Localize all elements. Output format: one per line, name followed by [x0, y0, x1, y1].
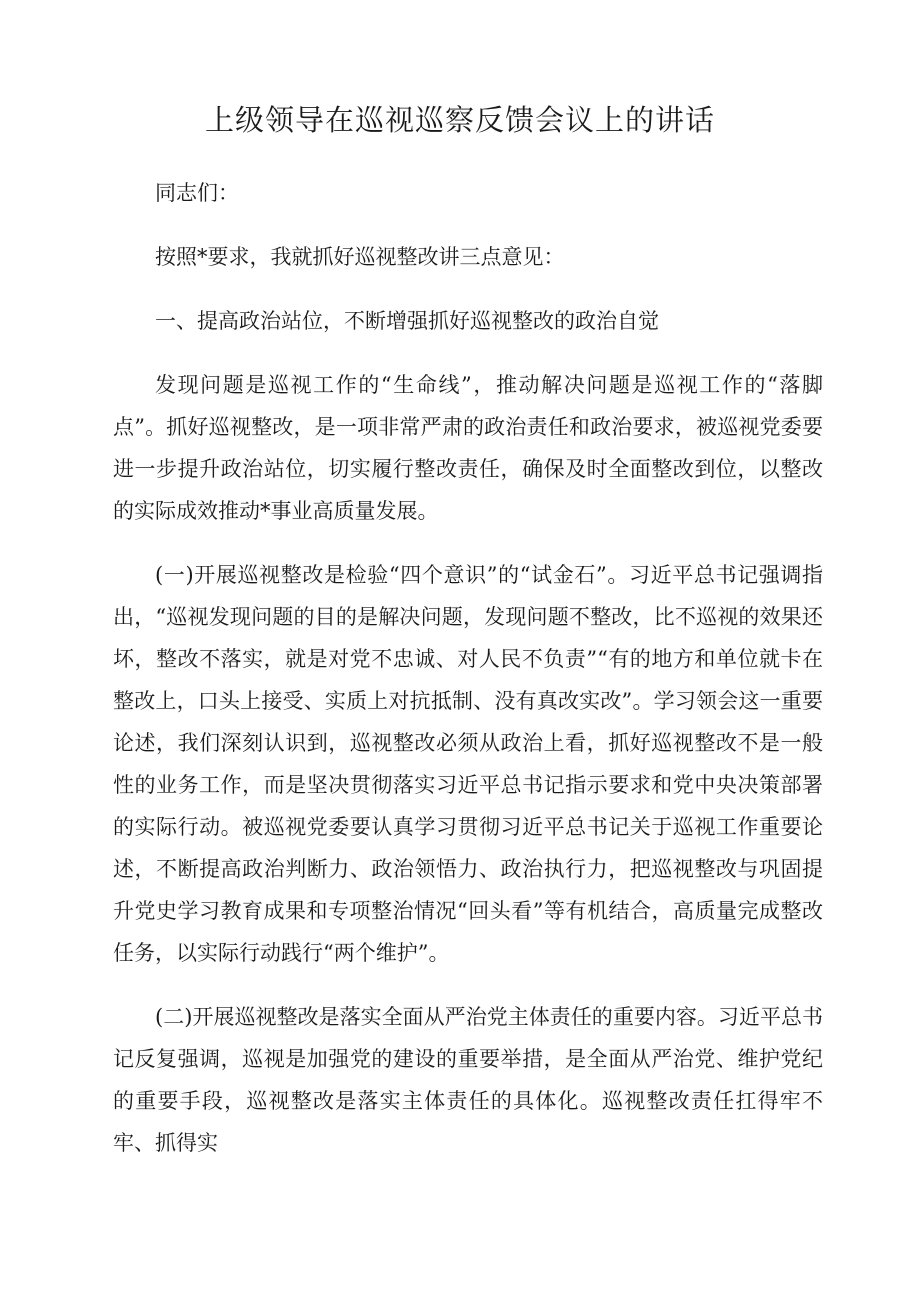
salutation-paragraph: 同志们： — [155, 181, 239, 205]
section-heading-1: 一、提高政治站位，不断增强抓好巡视整改的政治自觉 — [155, 309, 659, 333]
body-paragraph: 发现问题是巡视工作的“生命线”，推动解决问题是巡视工作的“落脚点”。抓好巡视整改，是一项非常严肃的政治责任和政治要求，被巡视党委要进一步提升政治站位，切实履行整改责任，确保及时全面整改到位，以整改的实际成效推动*事业高质量发展。 — [113, 373, 823, 523]
intro-paragraph: 按照*要求，我就抓好巡视整改讲三点意见： — [155, 245, 565, 269]
document-title: 上级领导在巡视巡察反馈会议上的讲话 — [204, 103, 715, 137]
body-paragraph: (二)开展巡视整改是落实全面从严治党主体责任的重要内容。习近平总书记反复强调，巡视是加强党的建设的重要举措，是全面从严治党、维护党纪的重要手段，巡视整改是落实主体责任的具体化。巡视整改责任扛得牢不牢、抓得实 — [113, 1005, 823, 1155]
document-body — [113, 172, 823, 1186]
body-paragraph: (一)开展巡视整改是检验“四个意识”的“试金石”。习近平总书记强调指出，“巡视发现问题的目的是解决问题，发现问题不整改，比不巡视的效果还坏，整改不落实，就是对党不忠诚、对人民不负责”“有的地方和单位就卡在整改上，口头上接受、实质上对抗抵制、没有真改实改”。学习领会这一重要论述，我们深刻认识到，巡视整改必须从政治上看，抓好巡视整改不是一般性的业务工作，而是坚决贯彻落实习近平总书记指示要求和党中央决策部署的实际行动。被巡视党委要认真学习贯彻习近平总书记关于巡视工作重要论述，不断提高政治判断力、政治领悟力、政治执行力，把巡视整改与巩固提升党史学习教育成果和专项整治情况“回头看”等有机结合，高质量完成整改任务，以实际行动践行“两个维护”。 — [113, 563, 823, 965]
